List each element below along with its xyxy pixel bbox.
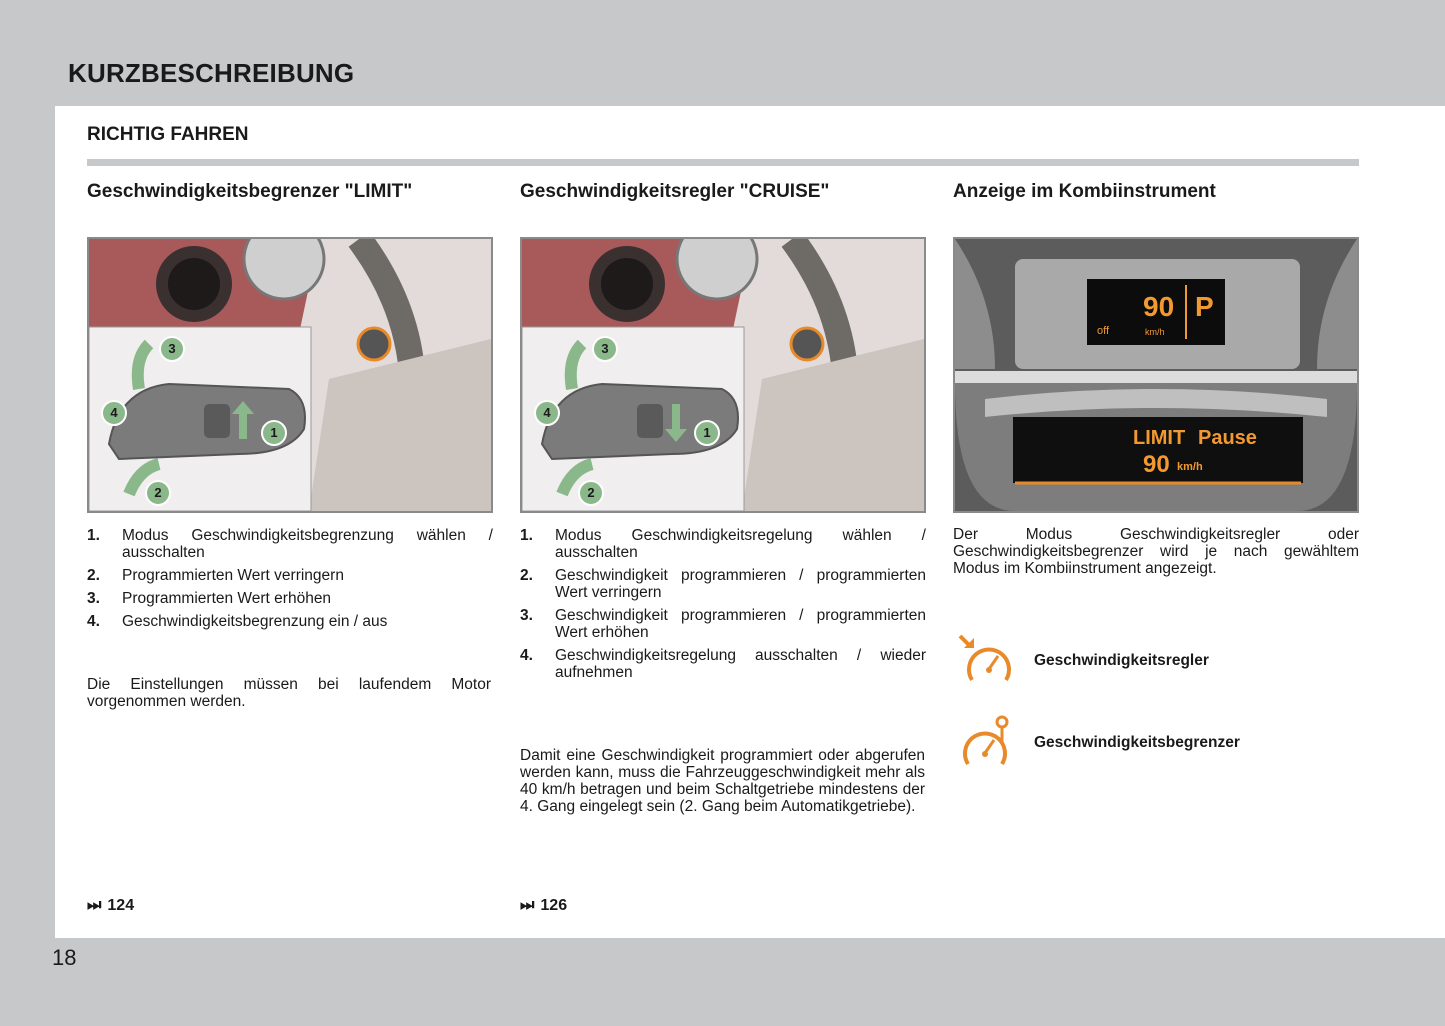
- figure-label-4: 4: [534, 400, 560, 426]
- display-note: Der Modus Geschwindigkeitsregler oder Geschwindigkeitsbegrenzer wird je nach gewähltem Modus im Kombiinstrument angezeigt.: [953, 526, 1359, 577]
- page-number: 18: [52, 945, 77, 970]
- steering-stalk-illustration: [89, 239, 491, 511]
- list-item: 1. Modus Geschwindigkeitsbegrenzung wählen / ausschalten: [87, 527, 493, 561]
- list-item: 4. Geschwindigkeitsregelung ausschalten / wieder aufnehmen: [520, 647, 926, 681]
- cruise-page-ref[interactable]: [520, 897, 567, 915]
- cruise-page-ref-number: 126: [540, 897, 568, 914]
- limit-heading: Geschwindigkeitsbegrenzer "LIMIT": [87, 181, 413, 202]
- list-item: 3. Programmierten Wert erhöhen: [87, 590, 332, 607]
- legend-limiter-label: Geschwindigkeitsbegrenzer: [1034, 734, 1240, 751]
- list-item: 2. Programmierten Wert verringern: [87, 567, 344, 584]
- cruise-note: Damit eine Geschwindigkeit programmiert oder abgerufen werden kann, muss die Fahrzeuggeschwindigkeit mehr als 40 km/h betragen und beim Schaltgetriebe mindestens der 4. Gang eingelegt sein (2. Gang beim Automatikgetriebe).: [520, 747, 925, 815]
- skip-forward-icon: ⏭: [520, 897, 535, 914]
- limit-figure: [87, 237, 493, 513]
- limit-note: Die Einstellungen müssen bei laufendem Motor vorgenommen werden.: [87, 676, 491, 710]
- figure-label-2: 2: [578, 480, 604, 506]
- display-off-label: off: [1097, 325, 1110, 337]
- instrument-cluster-figure: [953, 237, 1359, 513]
- cruise-steps-list: [520, 527, 926, 681]
- legend-cruise-label: Geschwindigkeitsregler: [1034, 652, 1209, 669]
- figure-label-3: 3: [159, 336, 185, 362]
- figure-label-1: 1: [261, 420, 287, 446]
- limit-column: [87, 181, 493, 636]
- display-gear: P: [1195, 291, 1214, 322]
- display-divider: [1185, 285, 1187, 339]
- list-item: 4. Geschwindigkeitsbegrenzung ein / aus: [87, 613, 388, 630]
- legend-limiter: [958, 714, 1240, 772]
- display-unit: km/h: [1145, 327, 1165, 337]
- section-title: RICHTIG FAHREN: [87, 124, 249, 145]
- list-item: 2. Geschwindigkeit programmieren / programmierten Wert verringern: [520, 567, 926, 601]
- display-limit-unit: km/h: [1177, 461, 1203, 473]
- lower-display: [1013, 417, 1303, 483]
- steering-stalk-illustration: [522, 239, 924, 511]
- cruise-figure: [520, 237, 926, 513]
- figure-label-2: 2: [145, 480, 171, 506]
- cruise-heading: Geschwindigkeitsregler "CRUISE": [520, 181, 830, 202]
- list-item: 3. Geschwindigkeit programmieren / programmierten Wert erhöhen: [520, 607, 926, 641]
- limit-page-ref-number: 124: [107, 897, 135, 914]
- figure-label-4: 4: [101, 400, 127, 426]
- skip-forward-icon: ⏭: [87, 897, 102, 914]
- cruise-control-icon: [958, 632, 1016, 690]
- display-heading: Anzeige im Kombiinstrument: [953, 181, 1216, 202]
- figure-label-3: 3: [592, 336, 618, 362]
- speed-limiter-icon: [958, 714, 1016, 772]
- display-limit-speed: 90: [1143, 451, 1170, 478]
- legend-cruise: [958, 632, 1209, 690]
- page-header-title: KURZBESCHREIBUNG: [68, 58, 355, 88]
- upper-display: [1087, 279, 1225, 345]
- cruise-column: [520, 181, 926, 687]
- limit-steps-list: [87, 527, 493, 630]
- figure-label-1: 1: [694, 420, 720, 446]
- display-mode: LIMIT: [1133, 427, 1186, 449]
- list-item: 1. Modus Geschwindigkeitsregelung wählen / ausschalten: [520, 527, 926, 561]
- display-state: Pause: [1198, 427, 1257, 449]
- display-column: [953, 181, 1359, 577]
- section-divider: [87, 159, 1359, 166]
- limit-page-ref[interactable]: [87, 897, 134, 915]
- display-speed: 90: [1143, 291, 1175, 322]
